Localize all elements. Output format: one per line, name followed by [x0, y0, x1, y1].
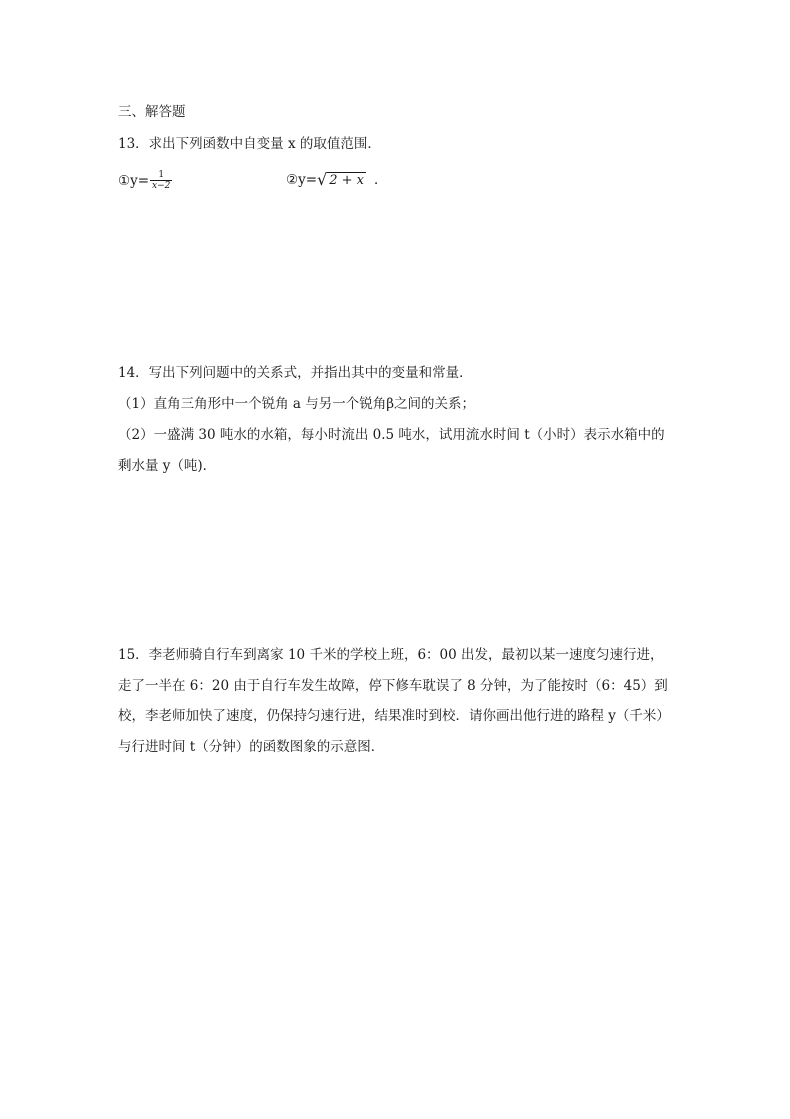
question-14-text: 14．写出下列问题中的关系式，并指出其中的变量和常量．: [118, 365, 473, 381]
question-14-part-1: （1）直角三角形中一个锐角 a 与另一个锐角β之间的关系；: [118, 396, 476, 412]
question-13-text: 13．求出下列函数中自变量 x 的取值范围．: [118, 136, 381, 152]
question-15-line-1: 15．李老师骑自行车到离家 10 千米的学校上班，6：00 出发，最初以某一速度匀速行进，: [118, 647, 664, 663]
formula-2-prefix: ②y=: [286, 172, 318, 188]
section-title: 三、解答题: [118, 104, 186, 120]
formula-1: [118, 171, 172, 191]
question-15-line-4: 与行进时间 t（分钟）的函数图象的示意图．: [118, 739, 385, 755]
formula-1-fraction: [150, 171, 172, 191]
formula-2: [286, 171, 388, 189]
formula-1-numerator: 1: [158, 170, 165, 180]
question-14-part-2-line-2: 剩水量 y（吨)．: [118, 458, 217, 474]
formula-2-suffix: ．: [374, 172, 388, 188]
question-13-formulas: [118, 171, 418, 195]
formula-1-denominator: x−2: [152, 181, 171, 191]
question-15-line-2: 走了一半在 6：20 由于自行车发生故障，停下修车耽误了 8 分钟，为了能按时（6：45）到: [118, 678, 668, 694]
question-14-part-2-line-1: （2）一盛满 30 吨水的水箱，每小时流出 0.5 吨水，试用流水时间 t（小时）表示水箱中的: [118, 427, 665, 443]
formula-2-radicand: 2 + x: [329, 173, 365, 188]
question-15-line-3: 校，李老师加快了速度，仍保持匀速行进，结果准时到校．请你画出他行进的路程 y（千米）: [118, 708, 670, 724]
formula-1-prefix: ①y=: [118, 173, 150, 189]
formula-2-sqrt: [317, 171, 366, 189]
radical-sign: √: [317, 170, 328, 189]
